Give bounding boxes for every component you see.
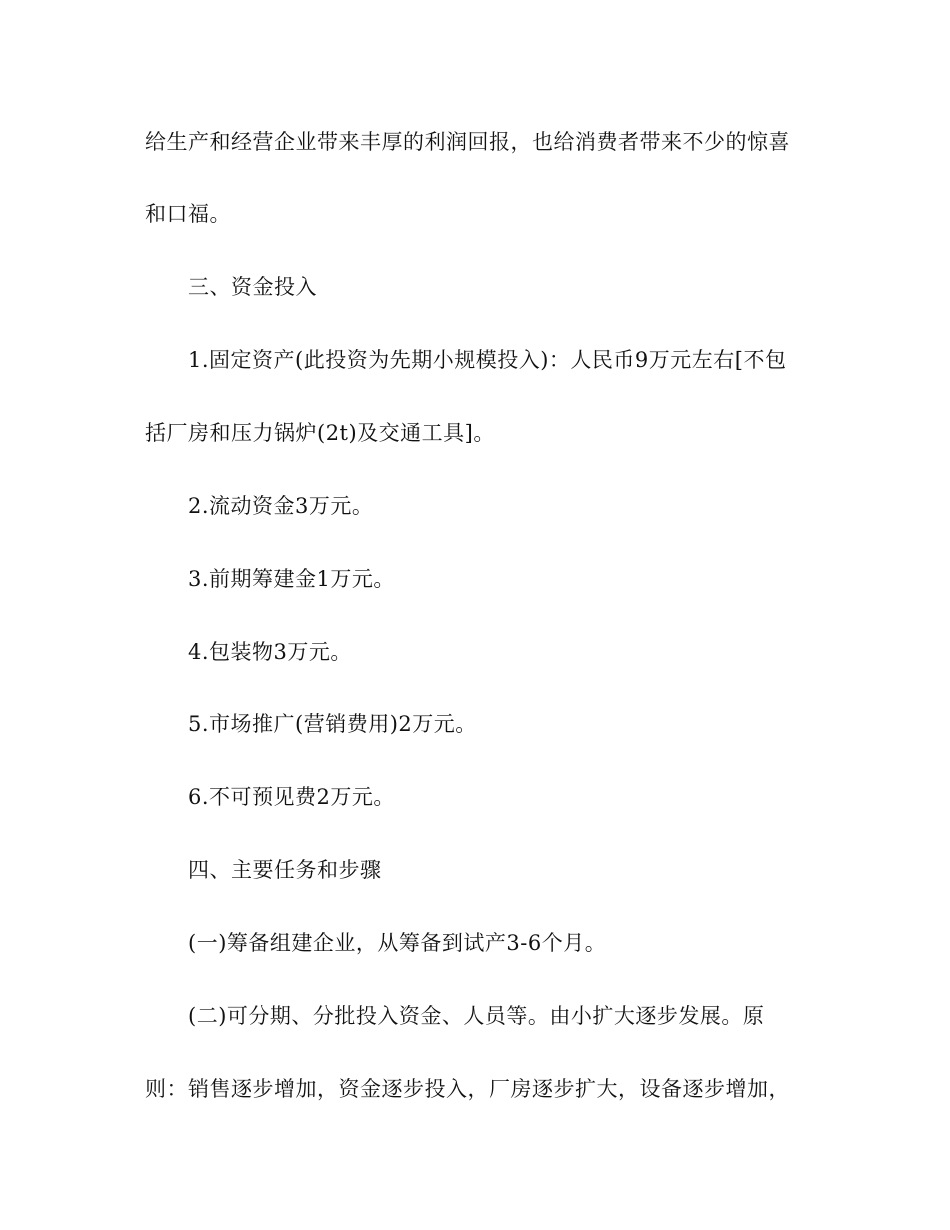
list-item: 2.流动资金3万元。 <box>188 494 374 518</box>
paragraph-line: 给生产和经营企业带来丰厚的利润回报，也给消费者带来不少的惊喜 <box>145 130 790 154</box>
section-heading: 三、资金投入 <box>188 275 317 299</box>
list-item: 1.固定资产(此投资为先期小规模投入)：人民币9万元左右[不包 <box>188 348 787 372</box>
list-item: (一)筹备组建企业，从筹备到试产3-6个月。 <box>188 931 607 955</box>
paragraph-line: 则：销售逐步增加，资金逐步投入，厂房逐步扩大，设备逐步增加， <box>145 1077 790 1101</box>
list-item: 5.市场推广(营销费用)2万元。 <box>188 712 477 736</box>
list-item: 6.不可预见费2万元。 <box>188 785 395 809</box>
section-heading: 四、主要任务和步骤 <box>188 858 382 882</box>
paragraph-line: 和口福。 <box>145 202 231 226</box>
list-item: 3.前期筹建金1万元。 <box>188 567 395 591</box>
list-item: 4.包装物3万元。 <box>188 640 352 664</box>
paragraph-line: 括厂房和压力锅炉(2t)及交通工具]。 <box>145 421 495 445</box>
list-item: (二)可分期、分批投入资金、人员等。由小扩大逐步发展。原 <box>188 1004 765 1028</box>
